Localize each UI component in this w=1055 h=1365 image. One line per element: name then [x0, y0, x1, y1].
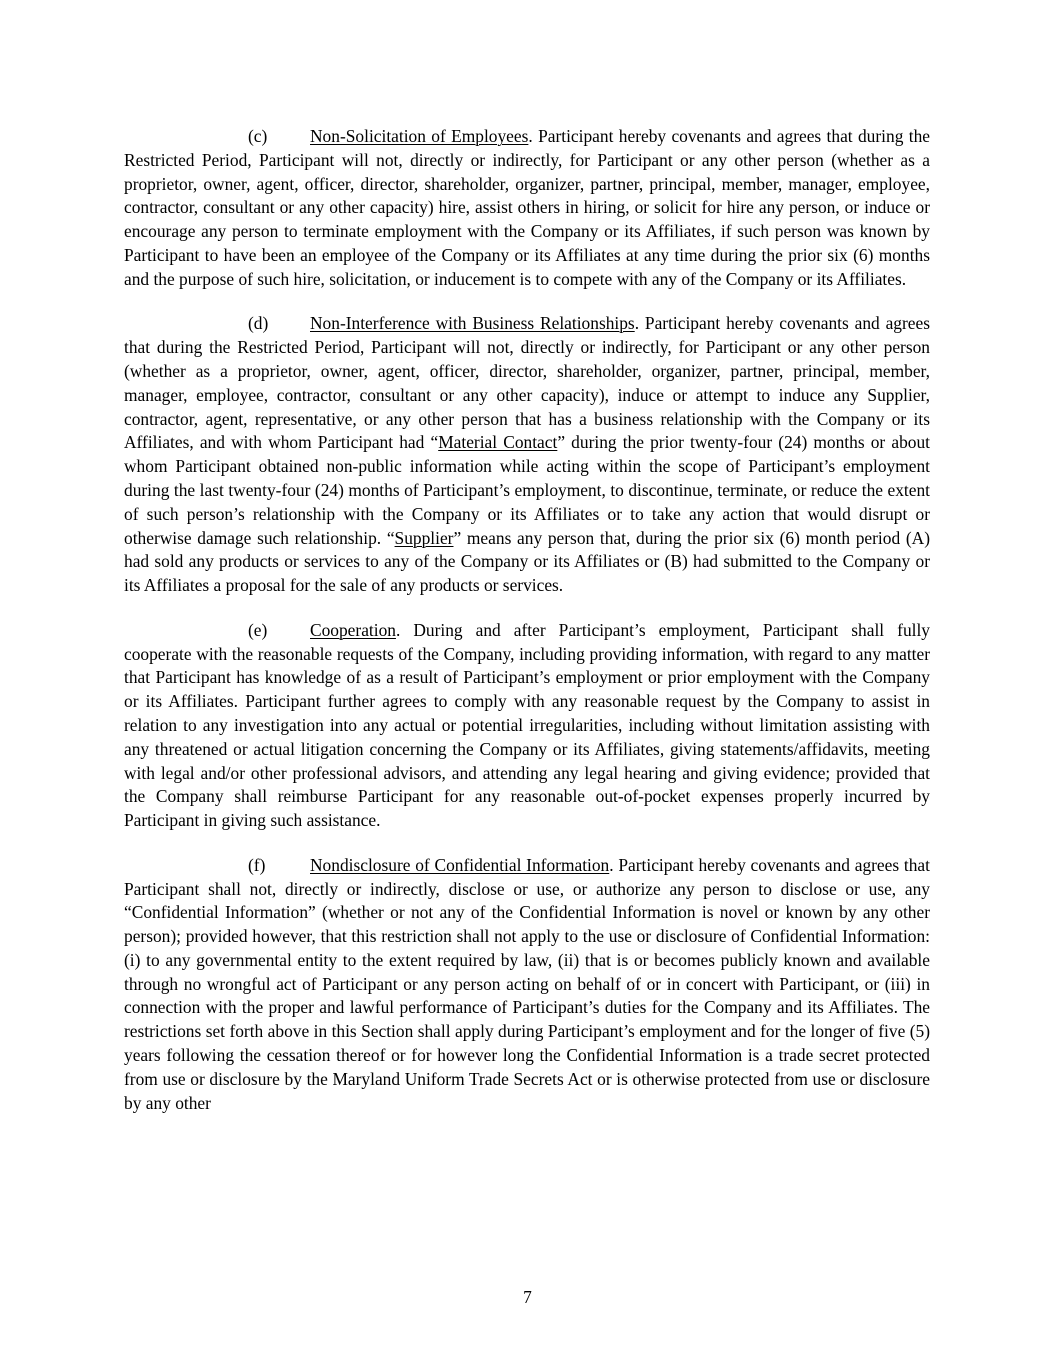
paragraph-text: . Participant hereby covenants and agrees that during the Restricted Period, Participant will not, directly or indirectly, for Participant or any other person (whether as a proprietor, owner, agent, officer, director, shareholder, organizer, partner, principal, member, manager, employee, contractor, consultant or any other capacity) hire, assist others in hiring, or solicit for hire any person, or induce or encourage any person to terminate employment with the Company or its Affiliates, if such person was known by Participant to have been an employee of the Company or its Affiliates at any time during the prior six (6) months and the purpose of such hire, solicitation, or inducement is to compete with any of the Company or its Affiliates.	[124, 126, 930, 289]
paragraph-e	[124, 619, 930, 833]
section-heading: Non-Solicitation of Employees	[310, 126, 529, 146]
paragraph-text: . Participant hereby covenants and agrees that Participant shall not, directly or indirectly, disclose or use, or authorize any person to disclose or use, any “Confidential Information” (whether or not any of the Confidential Information is novel or known by any other person); provided however, that this restriction shall not apply to the use or disclosure of Confidential Information: (i) to any governmental entity to the extent required by law, (ii) that is or becomes publicly known and available through no wrongful act of Participant or any person acting on behalf of or in concert with Participant, or (iii) in connection with the proper and lawful performance of Participant’s duties for the Company and its Affiliates. The restrictions set forth above in this Section shall apply during Participant’s employment and for the longer of five (5) years following the cessation thereof or for however long the Confidential Information is a trade secret protected from use or disclosure by the Maryland Uniform Trade Secrets Act or is otherwise protected from use or disclosure by any other	[124, 854, 930, 1113]
paragraph-text: ” means any person that, during the prior six (6) month period (A) had sold any products or services to any of the Company or its Affiliates or (B) had submitted to the Company or its Affiliates a proposal for the sale of any products or services.	[124, 527, 930, 596]
paragraph-text: . During and after Participant’s employment, Participant shall fully cooperate with the reasonable requests of the Company, including providing information, with regard to any matter that Participant has knowledge of as a result of Participant’s employment or prior employment with the Company or its Affiliates. Participant further agrees to comply with any reasonable request by the Company to assist in relation to any investigation into any actual or potential irregularities, including without limitation assisting with any threatened or actual litigation concerning the Company or its Affiliates, giving statements/affidavits, meeting with legal and/or other professional advisors, and attending any legal hearing and giving evidence; provided that the Company shall reimburse Participant for any reasonable out-of-pocket expenses properly incurred by Participant in giving such assistance.	[124, 619, 930, 831]
paragraph-c	[124, 125, 930, 292]
section-heading: Cooperation	[310, 619, 396, 640]
page-number: 7	[523, 1287, 532, 1307]
section-heading: Non-Interference with Business Relationships	[310, 313, 635, 334]
defined-term: Supplier	[394, 527, 454, 548]
section-heading: Nondisclosure of Confidential Information	[310, 854, 610, 875]
paragraph-d	[124, 312, 930, 598]
defined-term: Material Contact	[438, 432, 558, 453]
paragraph-text: . Participant hereby covenants and agrees that during the Restricted Period, Participant will not, directly or indirectly, for Participant or any other person (whether as a proprietor, owner, agent, officer, director, shareholder, organizer, partner, principal, member, manager, employee, contractor, consultant or any other capacity), induce or attempt to induce any Supplier, contractor, agent, representative, or any other person that has a business relationship with the Company or its Affiliates, and with whom Participant had “	[124, 313, 930, 453]
paragraph-label: (c)	[248, 126, 268, 146]
paragraph-f	[124, 854, 930, 1116]
paragraph-label: (d)	[248, 313, 269, 334]
paragraph-label: (e)	[248, 619, 268, 640]
document-body	[124, 125, 930, 1136]
paragraph-text: ” during the prior twenty-four (24) months or about whom Participant obtained non-public information while acting within the scope of Participant’s employment during the last twenty-four (24) months of Participant’s employment, to discontinue, terminate, or reduce the extent of such person’s relationship with the Company or its Affiliates or to take any action that would disrupt or otherwise damage such relationship. “	[124, 432, 930, 548]
paragraph-label: (f)	[248, 854, 266, 875]
